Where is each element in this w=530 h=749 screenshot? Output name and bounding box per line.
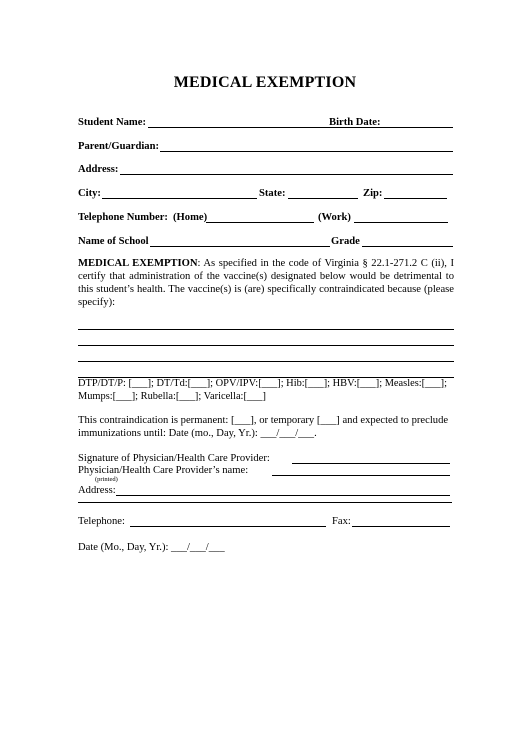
exemption-text: : As specified in the code of Virginia § 22.1-271.2 C (ii), I certify that administration of the vaccine(s) designated below would be detrimental to this student’s health. The vaccine(s) is (are) specifically contraindicated because (please specify):	[78, 258, 454, 308]
birth-date-label: Birth Date:	[329, 117, 381, 128]
address-row	[78, 161, 454, 175]
birth-date-field[interactable]	[380, 127, 453, 128]
exemption-heading: MEDICAL EXEMPTION	[78, 258, 198, 269]
address-label: Address:	[78, 164, 119, 175]
reason-line[interactable]	[78, 361, 454, 362]
student-name-label: Student Name:	[78, 117, 146, 128]
parent-guardian-row	[78, 138, 454, 152]
state-field[interactable]	[288, 198, 358, 199]
zip-label: Zip:	[363, 188, 383, 199]
school-grade-row	[78, 233, 454, 247]
provider-address-label: Address:	[78, 485, 116, 496]
printed-note: (printed)	[95, 476, 118, 483]
reason-line[interactable]	[78, 345, 454, 346]
school-field[interactable]	[150, 246, 330, 247]
state-label: State:	[259, 188, 286, 199]
provider-telephone-label: Telephone:	[78, 516, 125, 527]
vaccine-line-1: DTP/DT/P: [___]; DT/Td:[___]; OPV/IPV:[___]; Hib:[___]; HBV:[___]; Measles:[___];	[78, 378, 448, 389]
parent-guardian-field[interactable]	[160, 151, 453, 152]
provider-address-field[interactable]	[116, 495, 450, 496]
name-of-school-label: Name of School	[78, 236, 149, 247]
provider-telephone-row	[78, 513, 454, 527]
provider-telephone-field[interactable]	[130, 526, 326, 527]
student-name-row	[78, 114, 454, 128]
signature-label: Signature of Physician/Health Care Provider:	[78, 453, 270, 464]
city-label: City:	[78, 188, 101, 199]
home-phone-field[interactable]	[206, 222, 314, 223]
parent-guardian-label: Parent/Guardian:	[78, 141, 160, 152]
form-title: MEDICAL EXEMPTION	[173, 74, 357, 91]
work-phone-field[interactable]	[354, 222, 448, 223]
provider-address-row	[78, 482, 454, 496]
provider-address-line-2[interactable]	[78, 502, 452, 503]
provider-name-label: Physician/Health Care Provider’s name:	[78, 465, 249, 476]
exemption-paragraph	[78, 257, 454, 309]
fax-field[interactable]	[352, 526, 450, 527]
provider-name-field[interactable]	[272, 475, 450, 476]
date-label[interactable]: Date (Mo., Day, Yr.): ___/___/___	[78, 542, 225, 553]
grade-field[interactable]	[362, 246, 453, 247]
contraindication-paragraph: This contraindication is permanent: [___], or temporary [___] and expected to preclude immunizations until: Date (mo., Day, Yr.): ___/___/___.	[78, 415, 449, 439]
city-state-zip-row	[78, 185, 454, 199]
provider-name-row	[78, 462, 454, 476]
telephone-row	[78, 209, 454, 223]
city-field[interactable]	[102, 198, 257, 199]
vaccine-list	[78, 377, 454, 403]
zip-field[interactable]	[384, 198, 447, 199]
home-label: (Home)	[173, 212, 208, 223]
telephone-number-label: Telephone Number:	[78, 212, 168, 223]
fax-label: Fax:	[332, 516, 351, 527]
reason-line[interactable]	[78, 329, 454, 330]
work-label: (Work)	[318, 212, 351, 223]
grade-label: Grade	[331, 236, 360, 247]
date-row	[78, 539, 454, 553]
vaccine-line-2: Mumps:[___]; Rubella:[___]; Varicella:[___]	[78, 391, 266, 402]
address-field[interactable]	[120, 174, 453, 175]
